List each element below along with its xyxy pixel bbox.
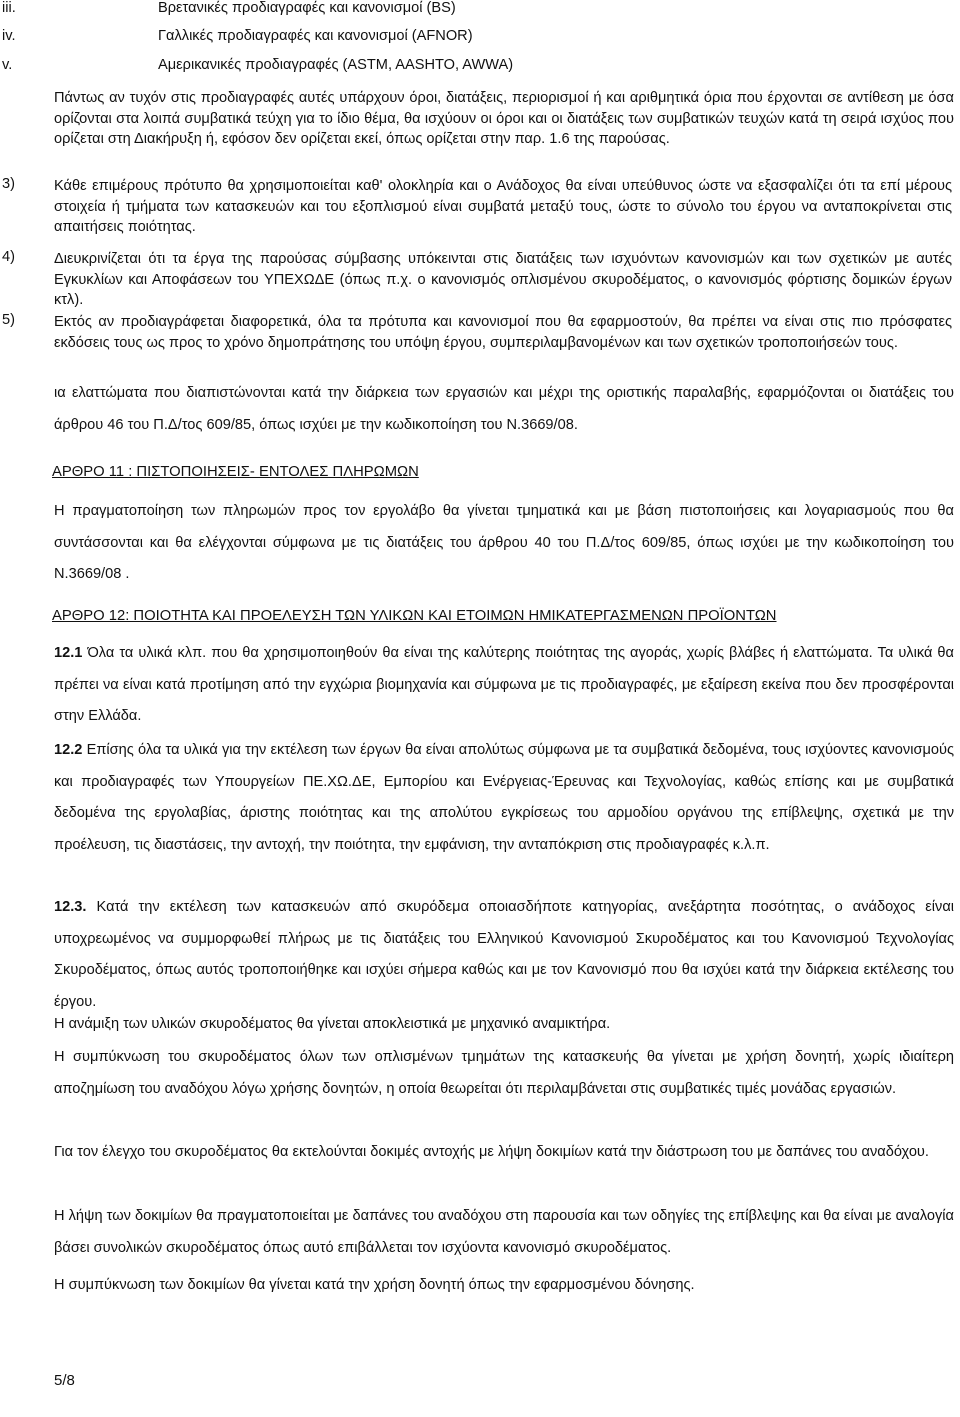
item-text: Εκτός αν προδιαγράφεται διαφορετικά, όλα τα πρότυπα και κανονισμοί που θα εφαρμοστούν, θα πρέπει να είναι στις πιο πρόσφατες εκδόσεις τους ως προς το χρόνο δημοπράτησης του υπόψη έργου, συμπεριλαμβανομένων και των σχετικών τροποποιήσεών τους. bbox=[54, 314, 952, 351]
section-text: Κατά την εκτέλεση των κατασκευών από σκυρόδεμα οποιασδήποτε κατηγορίας, ανεξάρτητα ποσότητας, ο ανάδοχος είναι υποχρεωμένος να συμμορφωθεί πλήρως με τις διατάξεις του Ελληνικού Κανονισμού Σκυροδέματος και του Κανονισμού Τεχνολογίας Σκυροδέματος, όπως αυτός τροποποιήθηκε και ισχύει σήμερα καθώς και με τον Κανονισμό που θα ισχύει κατά την διάρκεια εκτέλεσης του έργου. bbox=[54, 899, 954, 1010]
section-text: Όλα τα υλικά κλπ. που θα χρησιμοποιηθούν θα είναι της καλύτερης ποιότητας της αγοράς, χωρίς βλάβες ή ελαττώματα. Τα υλικά θα πρέπει να είναι κατά προτίμηση από την εγχώρια βιομηχανία και σύμφωνα με τις προδιαγραφές, με εξαίρεση εκείνα που δεν προσφέρονται στην Ελλάδα. bbox=[54, 645, 954, 724]
article-12-heading: ΑΡΘΡΟ 12: ΠΟΙΟΤΗΤΑ ΚΑΙ ΠΡΟΕΛΕΥΣΗ ΤΩΝ ΥΛΙΚΩΝ ΚΑΙ ΕΤΟΙΜΩΝ ΗΜΙΚΑΤΕΡΓΑΣΜΕΝΩΝ ΠΡΟΪΟΝΤΩΝ bbox=[52, 608, 777, 624]
list-text: Βρετανικές προδιαγραφές και κανονισμοί (BS) bbox=[158, 0, 456, 16]
section-12-3 bbox=[54, 892, 954, 1018]
item-number: 4) bbox=[2, 249, 15, 265]
article-11-text: Η πραγματοποίηση των πληρωμών προς τον εργολάβο θα γίνεται τμηματικά και με βάση πιστοποιήσεις και λογαριασμούς που θα συντάσσονται και θα ελέγχονται σύμφωνα με τις διατάξεις του άρθρου 40 του Π.Δ/τος 609/85, όπως ισχύει με την κωδικοποίηση του Ν.3669/08 . bbox=[54, 503, 954, 582]
list-number: iii. bbox=[2, 0, 16, 16]
list-item bbox=[0, 0, 960, 22]
section-text: Επίσης όλα τα υλικά για την εκτέλεση των έργων θα είναι απολύτως σύμφωνα με τα συμβατικά δεδομένα, τους ισχύοντες κανονισμούς και προδιαγραφές των Υπουργείων ΠΕ.ΧΩ.ΔΕ, Εμπορίου και Ενέργειας-Έρευνας και Τεχνολογίας, καθώς επίσης και με συμβατικά δεδομένα της εργολαβίας, άριστης ποιότητας και της απολύτου εγκρίσεως του αρμοδίου οργάνου της επίβλεψης, σχετικά με την προέλευση, τις διαστάσεις, την αντοχή, την ποιότητα, την εμφάνιση, την ανταπόκριση στις προδιαγραφές κ.λ.π. bbox=[54, 742, 954, 853]
item-number: 3) bbox=[2, 176, 15, 192]
page-number: 5/8 bbox=[54, 1372, 75, 1389]
defects-paragraph: ια ελαττώματα που διαπιστώνονται κατά την διάρκεια των εργασιών και μέχρι της οριστικής παραλαβής, εφαρμόζονται οι διατάξεις του άρθρου 46 του Π.Δ/τος 609/85, όπως ισχύει με την κωδικοποίηση του Ν.3669/08. bbox=[54, 385, 954, 433]
section-number: 12.3. bbox=[54, 899, 87, 915]
list-item bbox=[0, 28, 960, 50]
list-number: v. bbox=[2, 57, 13, 73]
item-number: 5) bbox=[2, 312, 15, 328]
list-text: Αμερικανικές προδιαγραφές (ASTM, AASHTO, AWWA) bbox=[158, 57, 514, 73]
mixing-paragraph: Η ανάμιξη των υλικών σκυροδέματος θα γίνεται αποκλειστικά με μηχανικό αναμικτήρα. bbox=[54, 1016, 611, 1032]
list-item bbox=[0, 57, 960, 79]
item-text: Διευκρινίζεται ότι τα έργα της παρούσας σύμβασης υπόκεινται στις διατάξεις των ισχυόντων κανονισμών και των σχετικών με αυτές Εγκυκλίων και Αποφάσεων του ΥΠΕΧΩΔΕ (όπως π.χ. ο κανονισμός οπλισμένου σκυροδέματος, ο κανονισμός φόρτισης δομικών έργων κτλ). bbox=[54, 251, 952, 308]
conflict-paragraph: Πάντως αν τυχόν στις προδιαγραφές αυτές υπάρχουν όροι, διατάξεις, περιορισμοί ή και αριθμητικά όρια που έρχονται σε αντίθεση με όσα ορίζονται στα λοιπά συμβατικά τεύχη για το ίδιο θέμα, θα ισχύουν οι όροι και οι διατάξεις των συμβατικών τευχών κατά τη σειρά ισχύος που ορίζεται στη Διακήρυξη ή, εφόσον δεν ορίζεται εκεί, όπως ορίζεται στην παρ. 1.6 της παρούσας. bbox=[54, 90, 954, 147]
item-text: Κάθε επιμέρους πρότυπο θα χρησιμοποιείται καθ' ολοκληρία και ο Ανάδοχος θα είναι υπεύθυνος ώστε να εξασφαλίζει ότι τα επί μέρους στοιχεία ή τμήματα των κατασκευών και του εξοπλισμού είναι συμβατά μεταξύ τους, ώστε το σύνολο του έργου να ανταποκρίνεται στις απαιτήσεις ποιότητας. bbox=[54, 178, 952, 235]
numbered-item bbox=[2, 312, 952, 353]
list-number: iv. bbox=[2, 28, 16, 44]
section-12-2 bbox=[54, 735, 954, 861]
numbered-item bbox=[2, 176, 952, 238]
compaction-paragraph: Η συμπύκνωση του σκυροδέματος όλων των οπλισμένων τμημάτων της κατασκευής θα γίνεται με χρήση δονητή, χωρίς ιδιαίτερη αποζημίωση του αναδόχου λόγω χρήσης δονητών, η οποία θεωρείται ότι περιλαμβάνεται στις συμβατικές τιμές μονάδας εργασιών. bbox=[54, 1049, 954, 1097]
section-number: 12.2 bbox=[54, 742, 83, 758]
list-text: Γαλλικές προδιαγραφές και κανονισμοί (AFNOR) bbox=[158, 28, 473, 44]
numbered-item bbox=[2, 249, 952, 311]
article-11-heading: ΑΡΘΡΟ 11 : ΠΙΣΤΟΠΟΙΗΣΕΙΣ- ΕΝΤΟΛΕΣ ΠΛΗΡΩΜΩΝ bbox=[52, 464, 419, 480]
control-paragraph: Για τον έλεγχο του σκυροδέματος θα εκτελούνται δοκιμές αντοχής με λήψη δοκιμίων κατά την διάστρωση του με δαπάνες του αναδόχου. bbox=[54, 1144, 929, 1160]
section-12-1 bbox=[54, 638, 954, 733]
section-number: 12.1 bbox=[54, 645, 83, 661]
vibration-paragraph: Η συμπύκνωση των δοκιμίων θα γίνεται κατά την χρήση δονητή όπως την εφαρμοσμένου δόνησης. bbox=[54, 1277, 695, 1293]
sampling-paragraph: Η λήψη των δοκιμίων θα πραγματοποιείται με δαπάνες του αναδόχου στη παρουσία και των οδηγίες της επίβλεψης και θα είναι με αναλογία βάσει συνολικών σκυροδέματος όπως αυτό επιβάλλεται τον ισχύοντα κανονισμό σκυροδέματος. bbox=[54, 1208, 954, 1256]
